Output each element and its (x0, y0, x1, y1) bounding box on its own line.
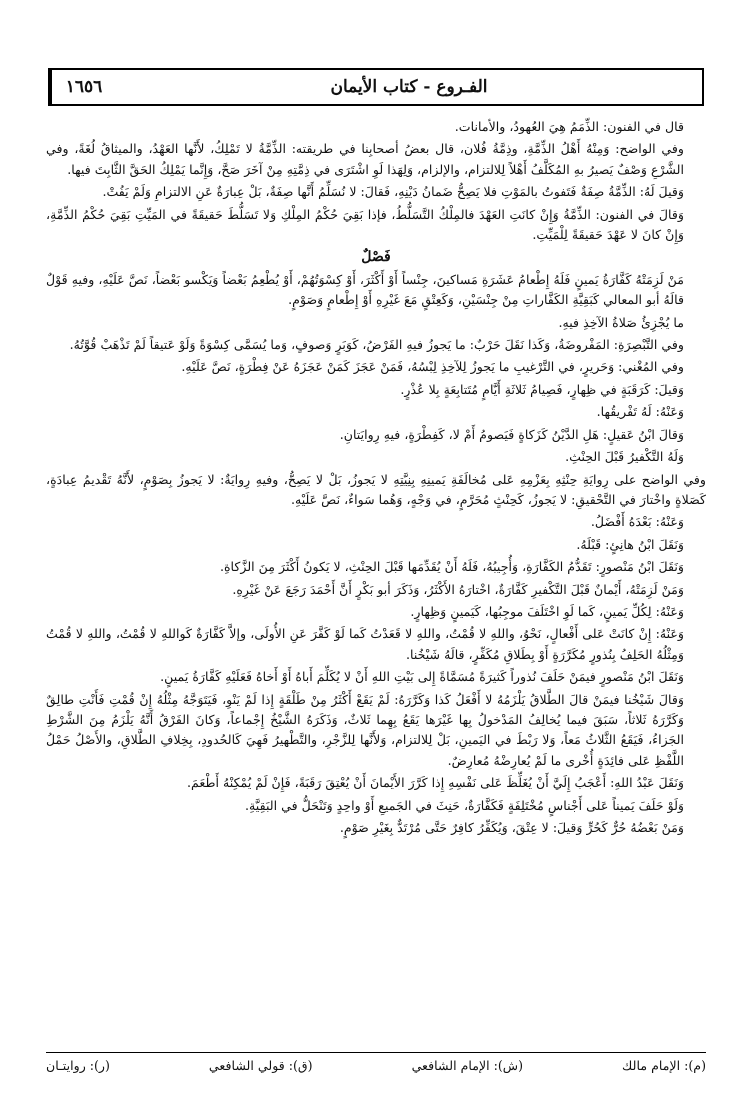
paragraph: وَلَهُ التَّكْفيرُ قَبْلَ الحِنْثِ. (565, 449, 684, 465)
paragraph: وَعَنْهُ: إِنْ كانَتْ عَلى أَفْعالٍ، نَحْوُ، واللهِ لا قُمْتُ، واللهِ لا قَعَدْتُ كَما لَوْ كَفَّرَ عَنِ الأُولَى، وإلاَّ كَفَّارَةٌ كَواللهِ لا قُمْتُ، واللهِ لا قُمْتُ وَمِثْلُهُ الحَلِفُ بِنُذورٍ مُكَرَّرَةٍ أَوْ بِطَلاقِ مُكَفِّرٍ، قالَهُ شَيْخُنا. (46, 626, 684, 662)
paragraph: وفي المُغْني: وَحَريرٍ، في التَّرْغيبِ ما يَجوزُ لِلآخِذِ لِبْسُهُ، فَمَنْ عَجَزَ كَمَنْ عَجَزَهُ عَنْ فِطْرَةٍ، نَصَّ عَلَيْهِ. (181, 359, 684, 375)
paragraph: وفي الواضح على رِوايَةِ حِنْثِهِ بِعَزْمِهِ عَلى مُخالَفَةِ يَمينِهِ بِنِيَّتِهِ لا يَجوزُ، بَلْ لا يَصِحُّ، وفيهِ رِوايَةٌ: لا يَجوزُ بِصَوْمٍ، لأَنَّهُ تَقْديمُ عِبادَةٍ، كَصَلاةٍ واخْتارَ في التَّحْقيقِ: لا يَجوزُ، كَحِنْثٍ مُحَرَّمٍ، في وَجْهٍ، وَهُما سَواءٌ، نَصَّ عَلَيْهِ. (46, 471, 706, 507)
paragraph: وَنَقَلَ ابْنُ مَنْصورٍ فيمَنْ حَلَفَ نُذوراً كَثيرَةً مُسَمَّاةً إِلى بَيْتِ اللهِ أَنْ لا يُكَلِّمَ أَباهُ أَوْ أَخاهُ فَعَلَيْهِ كَفَّارَةُ يَمينٍ. (160, 669, 684, 685)
paragraph: وَعَنْهُ: بَعْدَهُ أَفْضَلُ. (590, 514, 684, 530)
running-title: الفـروع - كتاب الأيمان (330, 77, 488, 97)
legend-shafii-qawl: (ق): قولي الشافعي (208, 1058, 313, 1073)
section-heading: فَصْلٌ (361, 249, 391, 266)
paragraph: وَلَوْ حَلَفَ يَميناً عَلى أَجْناسٍ مُخْتَلِفَةٍ فَكَفَّارَةٌ، حَنِثَ في الجَميعِ أَوْ واحِدٍ وَتَنْحَلُّ في البَقِيَّةِ. (245, 797, 684, 813)
paragraph: وَقيلَ لَهُ: الذِّمَّةُ صِفَةٌ فَتَفوتُ بالمَوْتِ فلا يَصِحُّ ضَمانُ دَيْنِهِ، فَقالَ: لا نُسَلِّمُ أَنَّها صِفَةٌ، بَلْ عِبارَةٌ عَنِ الالتزامِ وَلَمْ يَفُتْ. (102, 184, 684, 200)
paragraph: وَقالَ ابْنُ عَقيلٍ: هَلِ الدَّيْنُ كَزَكاةٍ فَيَصومُ أَمْ لا، كَفِطْرَةٍ، فيهِ رِوايَتانِ. (339, 426, 684, 442)
paragraph: وَقالَ في الفنون: الذِّمَّةُ وَإِنْ كانَتِ العَهْدَ فالمِلْكُ التَّسَلُّطُ، فإذا بَقِيَ حُكْمُ المِلْكِ وَلا تَسَلُّطَ حَقيقَةً في المَيِّتِ بَقِيَ حُكْمُ الذِّمَّةِ، وَإِنْ كانَ لا عَهْدَ حَقيقَةً لِلْمَيِّتِ. (46, 206, 684, 243)
page-header (48, 68, 704, 106)
page-body (46, 117, 706, 840)
legend-shafii: (ش): الإمام الشافعي (411, 1058, 524, 1073)
paragraph: وَعَنْهُ: لَهُ تَفْريقُها. (596, 404, 684, 420)
paragraph: وَمَنْ لَزِمَتْهُ، أَيْمانٌ قَبْلَ التَّكْفيرِ كَفَّارَةٌ، اخْتارَهُ الأَكْثَرُ، وَذَكَرَ أبو بَكْرٍ أَنَّ أَحْمَدَ رَجَعَ عَنْ غَيْرِهِ. (232, 581, 684, 597)
legend-riwayat: (ر): روايتـان (46, 1058, 110, 1073)
paragraph: وفي الواضح: وَمِنْهُ أَهْلُ الذِّمَّةِ، وذِمَّةُ فُلان، قال بعضُ أصحابِنا في طريقته: الذِّمَّةُ لا تَمْلِكُ، لأَنَّها العَهْدُ، والميثاقُ لُغَةً، وفي الشَّرْعِ وَصْفٌ يَصيرُ بهِ المُكَلَّفُ أَهْلاً لِلالتزام، والإلزام، وَلِهَذا لَوِ اشْتَرَى في ذِمَّتِهِ مِنْ آخَرَ صَحَّ، وَإِنَّما يَمْلِكُ الحَقَّ الثَّابِتَ فيها. (46, 141, 684, 177)
footer-rule (46, 1052, 706, 1053)
paragraph: ما يُجْزِئُ صَلاةُ الآخِذِ فيهِ. (558, 314, 684, 330)
page-number: ١٦٥٦ (50, 70, 116, 104)
paragraph: مَنْ لَزِمَتْهُ كَفَّارَةُ يَمينٍ فَلَهُ إِطْعامُ عَشَرَةِ مَساكينَ، جِنْساً أَوْ أَكْثَرَ، أَوْ كِسْوَتُهُمْ، أَوْ يُطْعِمُ بَعْضاً وَيَكْسو بَعْضاً، نَصَّ عَلَيْهِ، وفيهِ قَوْلٌ قالَهُ أبو المعالي كَبَقِيَّةِ الكَفَّاراتِ مِنْ جِنْسَيْنِ، وَكَعِتْقٍ مَعَ غَيْرِهِ أَوْ إِطْعامٍ وَصَوْمٍ. (46, 271, 684, 308)
paragraph: وَنَقَلَ عَبْدُ اللهِ: أَعْجَبُ إِلَيَّ أَنْ يُغَلِّظَ عَلى نَفْسِهِ إِذا كَرَّرَ الأَيْمانَ أَنْ يُعْتِقَ رَقَبَةً، فَإِنْ لَمْ يُمْكِنْهُ أَطْعَمَ. (187, 775, 684, 791)
legend-malik: (م): الإمام مالك (622, 1058, 706, 1073)
paragraph: وَنَقَلَ ابْنُ هانِئٍ: قَبْلَهُ. (576, 536, 684, 552)
paragraph: وَمَنْ بَعْضُهُ حُرٌّ كَحُرٍّ وَقيلَ: لا عِتْقَ، وَيُكَفِّرُ كافِرٌ حَتَّى مُرْتَدٌّ بِغَيْرِ صَوْمٍ. (339, 820, 684, 835)
paragraph: وَنَقَلَ ابْنُ مَنْصورٍ: تَقَدُّمُ الكَفَّارَةِ، وَأُجِيبُهُ، فَلَهُ أَنْ يُقَدِّمَها قَبْلَ الحِنْثِ، لا يَكونُ أَكْثَرَ مِنَ الزَّكاةِ. (219, 559, 684, 575)
paragraph: وَقيلَ: كَرَقَبَةٍ في ظِهارٍ، فَصِيامُ ثَلاثَةِ أَيَّامٍ مُتَتابِعَةٍ بِلا عُذْرٍ. (400, 381, 684, 397)
footer-legend (46, 1058, 706, 1073)
paragraph: وفي التَّبْصِرَةِ: المَفْروضَةُ، وَكَذا نَقَلَ حَرْبٌ: ما يَجوزُ فيهِ الفَرْضُ، كَوَبَرٍ وَصوفٍ، وَما يُسَمَّى كِسْوَةً وَلَوْ عَتيقاً لَمْ تَذْهَبْ قُوَّتُهُ. (69, 337, 684, 353)
paragraph: قال في الفنون: الذِّمَمُ هِيَ العُهودُ، والأمانات. (454, 119, 684, 134)
paragraph: وَقالَ شَيْخُنا فيمَنْ قالَ الطَّلاقُ يَلْزَمُهُ لا أَفْعَلُ كَذا وَكَرَّرَهُ: لَمْ يَقَعْ أَكْثَرُ مِنْ طَلْقَةٍ إِذا لَمْ يَنْوِ، فَيَتَوَجَّهُ مِثْلُهُ إِنْ قُمْتِ فَأَنْتِ طالِقٌ وَكَرَّرَهُ ثَلاثاً، سَبَقَ فيما يُخالِفُ المَدْخولُ بِها غَيْرَها يَقَعُ بِهِما ثَلاثٌ، وَذَكَرَهُ الشَّيْخُ إِجْماعاً، وَكانَ الفَرْقُ أَنَّهُ يَلْزَمُ مِنَ الشَّرْطِ الجَزاءُ، فَيَقَعُ الثَّلاثُ مَعاً، وَلا رَبْطَ في اليَمينِ، بَلْ لِلالتزام، وَلأَنَّها لِلزَّجْرِ، والتَّطْهيرُ فَهِيَ كَالحُدودِ، بِخِلافِ الطَّلاقِ، والأَصْلُ حَمْلُ اللَّفْظِ عَلى فائِدَةٍ أُخْرى ما لَمْ يُعارِضْهُ مُعارِضٌ. (46, 691, 684, 768)
paragraph: وَعَنْهُ: لِكُلِّ يَمينٍ، كَما لَوِ اخْتَلَفَ موجِبُها، كَيَمينٍ وَظِهارٍ. (410, 603, 684, 619)
